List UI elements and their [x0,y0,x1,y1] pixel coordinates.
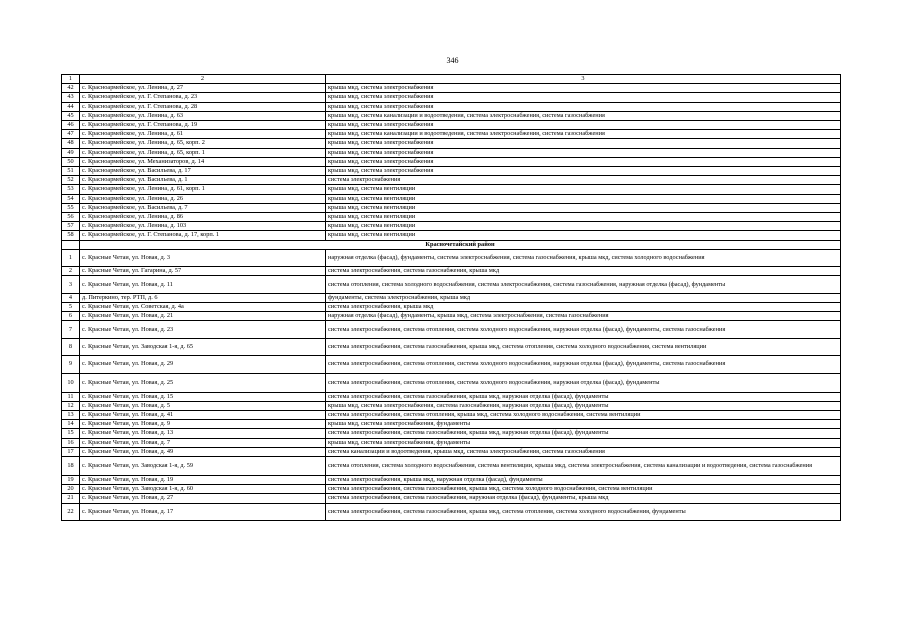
row-number: 19 [62,476,80,485]
row-address: с. Красноармейское, ул. Ленина, д. 65, корп. 1 [80,148,326,157]
row-number: 8 [62,338,80,355]
row-address: с. Красные Четаи, ул. Заводская 1-я, д. 65 [80,338,326,355]
table-row [62,476,841,485]
row-address: с. Красноармейское, ул. Ленина, д. 27 [80,84,326,93]
header-col-2: 2 [80,75,326,84]
row-number: 11 [62,392,80,401]
table-body [62,75,841,521]
table-row [62,494,841,503]
row-number: 58 [62,231,80,240]
row-address: с. Красноармейское, ул. Ленина, д. 63 [80,111,326,120]
row-address: с. Красные Четаи, ул. Заводская 1-я, д. 59 [80,457,326,476]
row-works: система электроснабжения, система газоснабжения, наружная отделка (фасад), фундаменты, крыша мкд [326,494,841,503]
row-works: система электроснабжения, крыша мкд [326,303,841,312]
row-number: 12 [62,401,80,410]
table-row [62,457,841,476]
row-address: с. Красные Четаи, ул. Новая, д. 15 [80,392,326,401]
table-row [62,157,841,166]
row-number: 57 [62,222,80,231]
row-address: с. Красноармейское, ул. Ленина, д. 86 [80,213,326,222]
row-address: д. Питеркино, тер. РТП, д. 6 [80,293,326,302]
row-works: система электроснабжения, система газоснабжения, крыша мкд, наружная отделка (фасад), фундаменты [326,392,841,401]
row-works: система электроснабжения, система газоснабжения, крыша мкд, система отопления, система холодного водоснабжения, фундаменты [326,503,841,520]
row-works: крыша мкд, система вентиляции [326,203,841,212]
row-address: с. Красные Четаи, ул. Новая, д. 3 [80,249,326,266]
row-works: крыша мкд, система электроснабжения, фундаменты [326,438,841,447]
row-number: 9 [62,356,80,373]
row-works: крыша мкд, система электроснабжения [326,102,841,111]
section-row [62,240,841,249]
row-works: система электроснабжения, система отопления, система холодного водоснабжения, наружная отделка (фасад), фундаменты [326,373,841,392]
row-number: 42 [62,84,80,93]
row-address: с. Красноармейское, ул. Ленина, д. 26 [80,194,326,203]
table-row [62,213,841,222]
table-header-row [62,75,841,84]
row-address: с. Красноармейское, ул. Васильева, д. 7 [80,203,326,212]
row-number: 46 [62,121,80,130]
row-number: 45 [62,111,80,120]
header-col-3: 3 [326,75,841,84]
table-row [62,373,841,392]
table-row [62,130,841,139]
row-works: крыша мкд, система канализации и водоотведения, система электроснабжения, система газоснабжения [326,130,841,139]
row-address: с. Красные Четаи, ул. Новая, д. 13 [80,429,326,438]
row-works: крыша мкд, система вентиляции [326,185,841,194]
row-number: 2 [62,267,80,276]
table-row [62,312,841,321]
table-row [62,139,841,148]
table-row [62,303,841,312]
table-row [62,485,841,494]
table-row [62,401,841,410]
row-address: с. Красноармейское, ул. Васильева, д. 1 [80,176,326,185]
table-row [62,148,841,157]
row-number: 56 [62,213,80,222]
row-address: с. Красные Четаи, ул. Новая, д. 9 [80,420,326,429]
section-title: Красночетайский район [80,240,841,249]
row-address: с. Красноармейское, ул. Васильева, д. 17 [80,167,326,176]
page-number: 346 [446,56,459,65]
row-address: с. Красноармейское, ул. Ленина, д. 61 [80,130,326,139]
row-number: 48 [62,139,80,148]
works-table [61,74,841,521]
row-address: с. Красные Четаи, ул. Заводская 1-я, д. 60 [80,485,326,494]
table-row [62,321,841,338]
row-number: 47 [62,130,80,139]
row-address: с. Красноармейское, ул. Г. Степанова, д. 19 [80,121,326,130]
row-number: 3 [62,276,80,293]
row-address: с. Красноармейское, ул. Г. Степанова, д. 23 [80,93,326,102]
table-row [62,185,841,194]
row-works: система электроснабжения, система отопления, крыша мкд, система холодного водоснабжения, система вентиляции [326,411,841,420]
row-number: 5 [62,303,80,312]
table-row [62,121,841,130]
row-address: с. Красные Четаи, ул. Новая, д. 21 [80,312,326,321]
row-address: с. Красные Четаи, ул. Новая, д. 29 [80,356,326,373]
row-number: 7 [62,321,80,338]
row-address: с. Красноармейское, ул. Г. Степанова, д. 17, корп. 1 [80,231,326,240]
row-number: 55 [62,203,80,212]
row-works: крыша мкд, система электроснабжения [326,93,841,102]
row-works: крыша мкд, система электроснабжения, система газоснабжения, наружная отделка (фасад), фундаменты [326,401,841,410]
row-works: крыша мкд, система канализации и водоотведения, система электроснабжения, система газоснабжения [326,111,841,120]
table-row [62,267,841,276]
row-address: с. Красные Четаи, ул. Новая, д. 17 [80,503,326,520]
row-number: 13 [62,411,80,420]
row-number: 18 [62,457,80,476]
row-number: 49 [62,148,80,157]
row-address: с. Красноармейское, ул. Ленина, д. 61, корп. 1 [80,185,326,194]
table-row [62,447,841,456]
row-works: система отопления, система холодного водоснабжения, система электроснабжения, система газоснабжения, наружная отделка (фасад), фундаменты [326,276,841,293]
row-address: с. Красные Четаи, ул. Новая, д. 11 [80,276,326,293]
row-works: крыша мкд, система вентиляции [326,231,841,240]
row-works: наружная отделка (фасад), фундаменты, система электроснабжения, система газоснабжения, крыша мкд, система холодного водоснабжения [326,249,841,266]
table-row [62,249,841,266]
table-row [62,194,841,203]
row-address: с. Красноармейское, ул. Г. Степанова, д. 28 [80,102,326,111]
row-works: система электроснабжения, система газоснабжения, крыша мкд [326,267,841,276]
row-address: с. Красные Четаи, ул. Новая, д. 49 [80,447,326,456]
row-works: крыша мкд, система вентиляции [326,194,841,203]
table-row [62,176,841,185]
table-row [62,338,841,355]
row-number: 14 [62,420,80,429]
table-row [62,111,841,120]
row-works: крыша мкд, система электроснабжения [326,148,841,157]
row-works: система электроснабжения, система отопления, система холодного водоснабжения, наружная отделка (фасад), фундаменты, система газоснабжения [326,321,841,338]
row-address: с. Красные Четаи, ул. Советская, д. 4а [80,303,326,312]
row-works: система электроснабжения, система газоснабжения, крыша мкд, система отопления, система холодного водоснабжения, система вентиляции [326,338,841,355]
row-works: система электроснабжения [326,176,841,185]
table-row [62,356,841,373]
row-number: 10 [62,373,80,392]
row-works: крыша мкд, система вентиляции [326,222,841,231]
row-number: 54 [62,194,80,203]
table-row [62,503,841,520]
row-number: 6 [62,312,80,321]
table-row [62,93,841,102]
row-number: 43 [62,93,80,102]
row-address: с. Красные Четаи, ул. Новая, д. 7 [80,438,326,447]
row-works: крыша мкд, система вентиляции [326,213,841,222]
row-works: крыша мкд, система электроснабжения [326,167,841,176]
row-number: 21 [62,494,80,503]
row-works: система электроснабжения, крыша мкд, наружная отделка (фасад), фундаменты [326,476,841,485]
table-row [62,222,841,231]
row-address: с. Красные Четаи, ул. Новая, д. 5 [80,401,326,410]
table-row [62,167,841,176]
row-works: крыша мкд, система электроснабжения [326,157,841,166]
row-works: крыша мкд, система электроснабжения, фундаменты [326,420,841,429]
row-number: 20 [62,485,80,494]
row-works: система канализации и водоотведения, крыша мкд, система электроснабжения, система газоснабжения [326,447,841,456]
table-row [62,276,841,293]
table-row [62,392,841,401]
table-row [62,231,841,240]
table-row [62,411,841,420]
row-address: с. Красные Четаи, ул. Новая, д. 27 [80,494,326,503]
table-row [62,293,841,302]
row-address: с. Красные Четаи, ул. Новая, д. 23 [80,321,326,338]
table-row [62,438,841,447]
row-address: с. Красные Четаи, ул. Новая, д. 25 [80,373,326,392]
row-works: наружная отделка (фасад), фундаменты, крыша мкд, система электроснабжения, система газоснабжения [326,312,841,321]
table-row [62,102,841,111]
row-number: 53 [62,185,80,194]
section-empty-cell [62,240,80,249]
table-row [62,429,841,438]
table-row [62,420,841,429]
row-works: крыша мкд, система электроснабжения [326,84,841,93]
row-number: 52 [62,176,80,185]
row-works: система электроснабжения, система отопления, система холодного водоснабжения, наружная отделка (фасад), фундаменты, система газоснабжения [326,356,841,373]
row-address: с. Красноармейское, ул. Ленина, д. 65, корп. 2 [80,139,326,148]
row-number: 15 [62,429,80,438]
row-works: система электроснабжения, система газоснабжения, крыша мкд, наружная отделка (фасад), фундаменты [326,429,841,438]
row-address: с. Красные Четаи, ул. Новая, д. 41 [80,411,326,420]
row-address: с. Красноармейское, ул. Ленина, д. 103 [80,222,326,231]
row-address: с. Красные Четаи, ул. Гагарина, д. 57 [80,267,326,276]
row-works: система отопления, система холодного водоснабжения, система вентиляции, крыша мкд, система электроснабжения, система канализации и водоотведения, система газоснабжения [326,457,841,476]
table-row [62,84,841,93]
row-number: 17 [62,447,80,456]
row-number: 4 [62,293,80,302]
row-works: крыша мкд, система электроснабжения [326,121,841,130]
row-works: крыша мкд, система электроснабжения [326,139,841,148]
header-col-1: 1 [62,75,80,84]
row-works: система электроснабжения, система газоснабжения, крыша мкд, система холодного водоснабжения, система вентиляции [326,485,841,494]
row-number: 50 [62,157,80,166]
row-works: фундаменты, система электроснабжения, крыша мкд [326,293,841,302]
row-number: 1 [62,249,80,266]
table-row [62,203,841,212]
row-number: 51 [62,167,80,176]
row-number: 44 [62,102,80,111]
row-number: 16 [62,438,80,447]
row-address: с. Красноармейское, ул. Механизаторов, д. 14 [80,157,326,166]
row-address: с. Красные Четаи, ул. Новая, д. 19 [80,476,326,485]
row-number: 22 [62,503,80,520]
